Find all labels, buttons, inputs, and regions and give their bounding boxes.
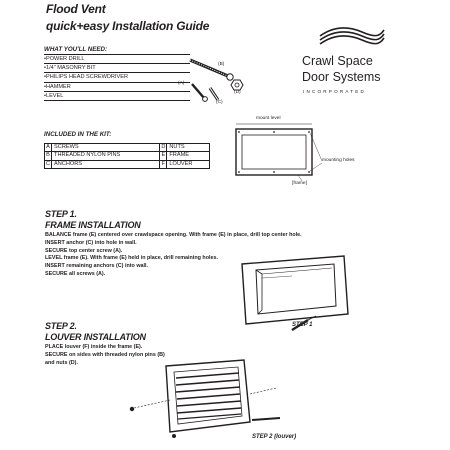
part-label-b: (B) xyxy=(218,62,225,67)
instruction-line: INSERT anchor (C) into hole in wall. xyxy=(45,239,137,246)
nylon-pin-icon xyxy=(252,418,280,420)
tool-item: •PHILIPS HEAD SCREWDRIVER xyxy=(44,73,190,82)
threaded-pin-icon xyxy=(190,60,233,80)
brand-name-line1: Crawl Space xyxy=(302,54,373,68)
step1-frame-illustration xyxy=(232,250,362,332)
step1-heading: STEP 1. xyxy=(45,209,77,219)
kit-letter: A xyxy=(46,144,50,150)
step2-title: LOUVER INSTALLATION xyxy=(45,332,146,342)
step2-caption: STEP 2 (louver) xyxy=(252,434,297,440)
kit-table xyxy=(44,143,210,169)
step1-title: FRAME INSTALLATION xyxy=(45,220,141,230)
kit-item: NUTS xyxy=(167,144,210,152)
screw-icon xyxy=(192,84,207,101)
brand-tagline: INCORPORATED xyxy=(303,89,367,94)
kit-item: SCREWS xyxy=(52,144,160,152)
tools-list xyxy=(44,46,190,101)
tool-item: •1/4" MASONRY BIT xyxy=(44,64,190,73)
instruction-line: PLACE louver (F) inside the frame (E). xyxy=(45,344,143,350)
tools-heading: WHAT YOU'LL NEED: xyxy=(44,46,190,55)
table-row xyxy=(45,160,210,168)
kit-letter: C xyxy=(46,160,51,167)
instruction-line: and nuts (D). xyxy=(45,359,78,366)
kit-letter: B xyxy=(46,152,50,159)
part-label-a: (A) xyxy=(178,81,185,86)
brand-name-line2: Door Systems xyxy=(302,70,381,84)
kit-item: ANCHORS xyxy=(52,160,160,168)
instruction-line: BALANCE frame (E) centered over crawlspace opening. With frame (E) in place, drill top center hole. xyxy=(45,232,302,238)
part-label-c: (C) xyxy=(216,100,223,105)
kit-item: LOUVER xyxy=(167,160,210,168)
instruction-line: INSERT remaining anchors (C) into wall. xyxy=(45,263,149,270)
page-subtitle: quick+easy Installation Guide xyxy=(46,19,210,33)
kit-letter: F xyxy=(161,160,166,167)
tool-item: •POWER DRILL xyxy=(44,55,190,64)
tool-item: •HAMMER xyxy=(44,83,190,92)
mounting-holes-label: mounting holes xyxy=(322,158,355,163)
brand-waves-icon xyxy=(318,22,386,46)
table-row xyxy=(45,144,210,152)
instruction-line: SECURE all screws (A). xyxy=(45,270,106,277)
part-label-d: (D) xyxy=(234,90,241,95)
nut-icon xyxy=(231,80,243,90)
anchor-icon xyxy=(210,88,218,100)
tool-item: •LEVEL xyxy=(44,92,190,101)
kit-item: FRAME xyxy=(167,152,210,160)
instruction-line: SECURE top center screw (A). xyxy=(45,247,123,254)
frame-diagram xyxy=(228,118,338,190)
step2-heading: STEP 2. xyxy=(45,321,77,331)
kit-letter: E xyxy=(161,152,166,159)
step2-louver-illustration xyxy=(120,358,300,446)
frame-label: [frame] xyxy=(292,181,307,186)
kit-heading: INCLUDED IN THE KIT: xyxy=(44,131,112,138)
page-title: Flood Vent xyxy=(46,2,106,16)
kit-item: THREADED NYLON PINS xyxy=(52,152,160,160)
table-row xyxy=(45,152,210,160)
kit-letter: D xyxy=(161,144,166,150)
mount-level-label: mount level xyxy=(256,116,281,121)
instruction-line: LEVEL frame (E). With frame (E) held in place, drill remaining holes. xyxy=(45,255,218,262)
instruction-line: SECURE on sides with threaded nylon pins (B) xyxy=(45,351,165,358)
step1-caption: STEP 1 xyxy=(292,322,313,328)
